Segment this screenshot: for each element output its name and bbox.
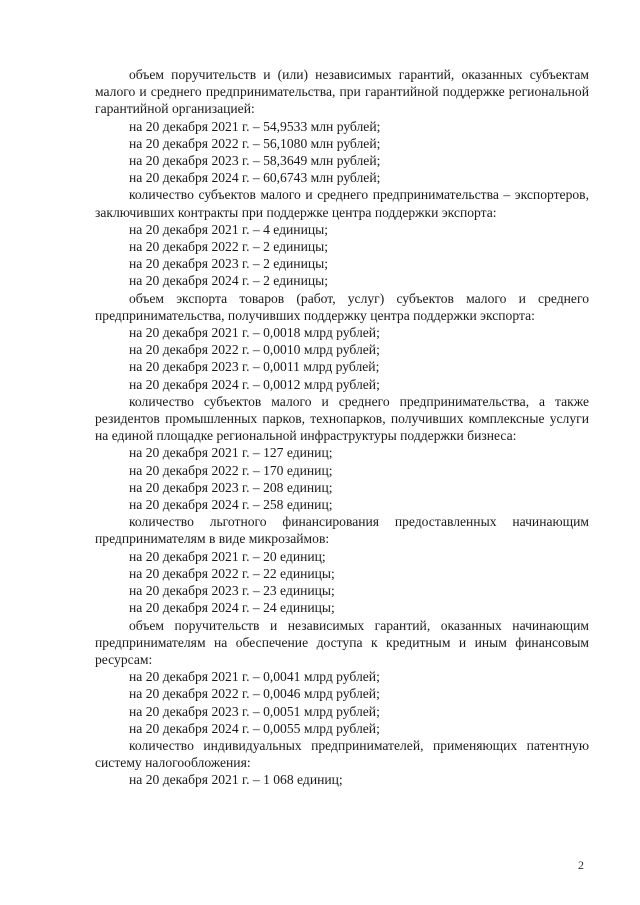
section-paragraph: количество субъектов малого и среднего предпринимательства – экспортеров, заключивших контракты при поддержке центра поддержки экспорта: [95, 187, 589, 220]
section-microloans [95, 513, 589, 616]
list-item: на 20 декабря 2022 г. – 0,0046 млрд рублей; [129, 686, 380, 702]
section-sme-guarantees [95, 66, 589, 186]
list-item: на 20 декабря 2021 г. – 1 068 единиц; [129, 772, 343, 788]
section-complex-services [95, 393, 589, 513]
document-page [95, 66, 589, 789]
section-patent-system [95, 737, 589, 789]
list-item: на 20 декабря 2023 г. – 58,3649 млн рублей; [129, 153, 381, 169]
list-item: на 20 декабря 2022 г. – 170 единиц; [129, 462, 333, 478]
list-item: на 20 декабря 2022 г. – 2 единицы; [129, 239, 329, 255]
section-paragraph: объем поручительств и (или) независимых гарантий, оказанных субъектам малого и среднего предпринимательства, при гарантийной поддержке региональной гарантийной организацией: [95, 67, 589, 117]
list-item: на 20 декабря 2022 г. – 56,1080 млн рублей; [129, 135, 381, 151]
section-paragraph: объем поручительств и независимых гарантий, оказанных начинающим предпринимателям на обеспечение доступа к кредитным и иным финансовым ресурсам: [95, 617, 589, 667]
section-exporters [95, 186, 589, 289]
list-item: на 20 декабря 2023 г. – 23 единицы; [129, 583, 335, 599]
list-item: на 20 декабря 2024 г. – 24 единицы; [129, 600, 335, 616]
list-item: на 20 декабря 2021 г. – 127 единиц; [129, 445, 333, 461]
list-item: на 20 декабря 2022 г. – 0,0010 млрд рублей; [129, 342, 380, 358]
list-item: на 20 декабря 2023 г. – 0,0011 млрд рублей; [129, 359, 380, 375]
list-item: на 20 декабря 2024 г. – 2 единицы; [129, 273, 329, 289]
list-item: на 20 декабря 2023 г. – 2 единицы; [129, 256, 329, 272]
list-item: на 20 декабря 2021 г. – 4 единицы; [129, 221, 329, 237]
page-number: 2 [578, 858, 584, 872]
section-startup-guarantees [95, 617, 589, 737]
section-paragraph: объем экспорта товаров (работ, услуг) субъектов малого и среднего предпринимательства, получивших поддержку центра поддержки экспорта: [95, 290, 589, 323]
list-item: на 20 декабря 2024 г. – 60,6743 млн рублей; [129, 170, 381, 186]
list-item: на 20 декабря 2021 г. – 0,0041 млрд рублей; [129, 669, 380, 685]
section-paragraph: количество индивидуальных предпринимателей, применяющих патентную систему налогообложения: [95, 737, 589, 771]
list-item: на 20 декабря 2024 г. – 0,0055 млрд рублей; [129, 720, 380, 736]
section-paragraph: количество льготного финансирования предоставленных начинающим предпринимателям в виде микрозаймов: [95, 514, 589, 547]
list-item: на 20 декабря 2023 г. – 208 единиц; [129, 479, 333, 495]
list-item: на 20 декабря 2024 г. – 258 единиц; [129, 497, 333, 513]
list-item: на 20 декабря 2021 г. – 20 единиц; [129, 548, 326, 564]
list-item: на 20 декабря 2023 г. – 0,0051 млрд рублей; [129, 703, 380, 719]
section-export-volume [95, 290, 589, 393]
section-paragraph: количество субъектов малого и среднего предпринимательства, а также резидентов промышленных парков, технопарков, получивших комплексные услуги на единой площадке региональной инфраструктуры поддержки бизнеса: [95, 393, 589, 444]
list-item: на 20 декабря 2024 г. – 0,0012 млрд рублей; [129, 376, 380, 392]
list-item: на 20 декабря 2022 г. – 22 единицы; [129, 565, 335, 581]
list-item: на 20 декабря 2021 г. – 54,9533 млн рублей; [129, 118, 381, 134]
list-item: на 20 декабря 2021 г. – 0,0018 млрд рублей; [129, 325, 380, 341]
